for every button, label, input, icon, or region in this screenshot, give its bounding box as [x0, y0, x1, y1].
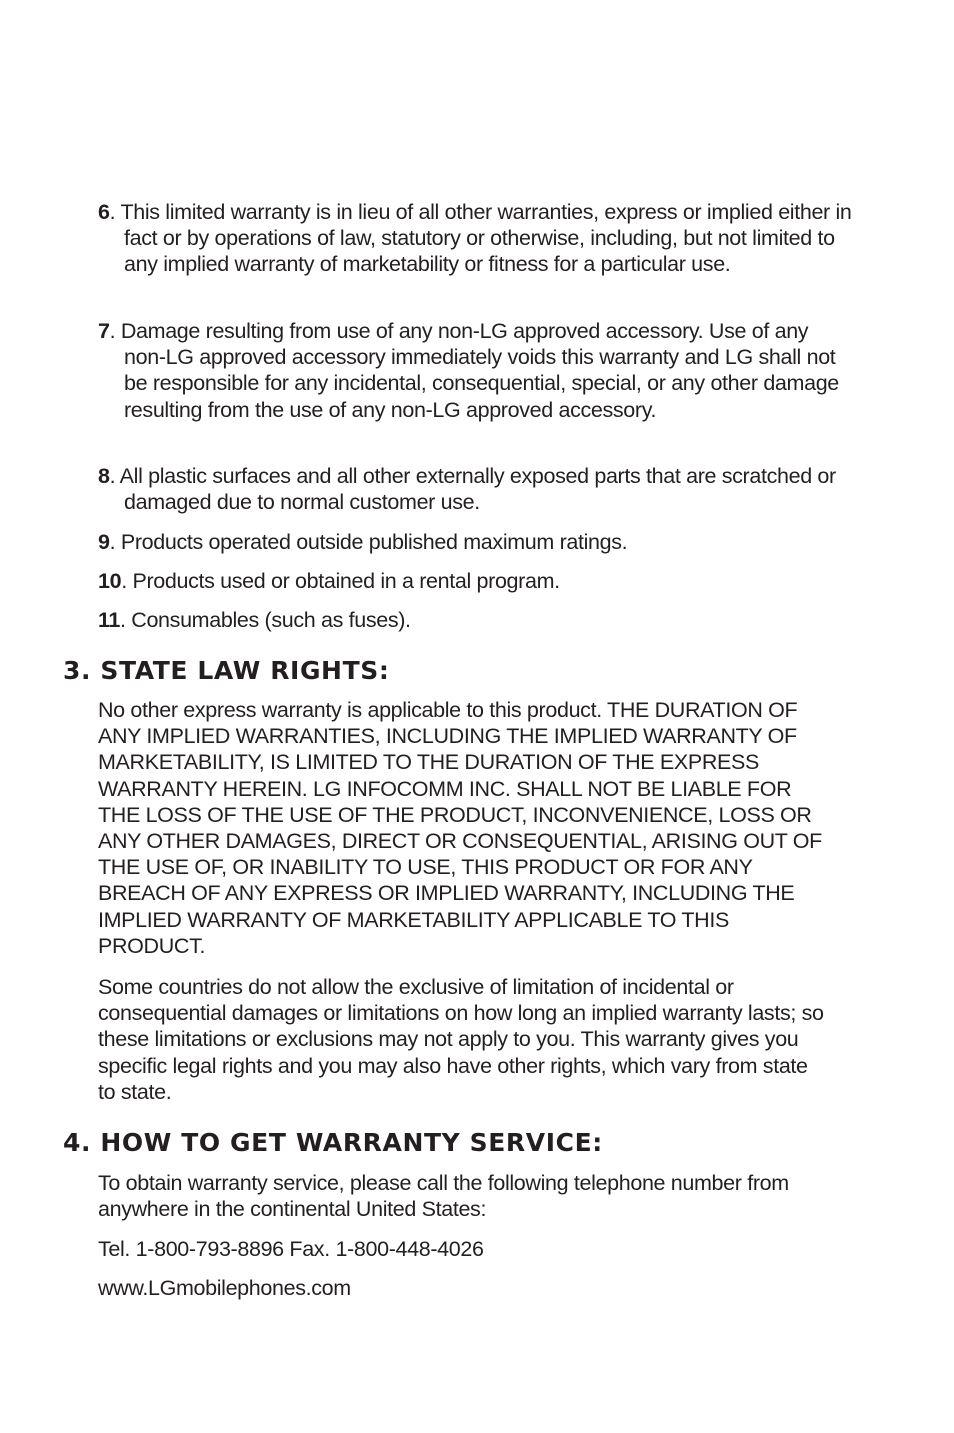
list-item-9: [98, 529, 854, 555]
state-law-paragraph: No other express warranty is applicable to this product. THE DURATION OF ANY IMPLIED WARRANTIES, INCLUDING THE IMPLIED WARRANTY OF MARKETABILITY, IS LIMITED TO THE DURATION OF THE EXPRESS WARRANTY HEREIN. LG INFOCOMM INC. SHALL NOT BE LIABLE FOR THE LOSS OF THE USE OF THE PRODUCT, INCONVENIENCE, LOSS OR ANY OTHER DAMAGES, DIRECT OR CONSEQUENTIAL, ARISING OUT OF THE USE OF, OR INABILITY TO USE, THIS PRODUCT OR FOR ANY BREACH OF ANY EXPRESS OR IMPLIED WARRANTY, INCLUDING THE IMPLIED WARRANTY OF MARKETABILITY APPLICABLE TO THIS PRODUCT.: [98, 698, 822, 958]
item-number: 10: [98, 569, 122, 593]
item-text: . This limited warranty is in lieu of all other warranties, express or implied either in fact or by operations of law, statutory or otherwise, including, but not limited to any implied warranty of marketability or fitness for a particular use.: [109, 200, 852, 277]
phone-fax-line: Tel. 1-800-793-8896 Fax. 1-800-448-4026: [98, 1237, 484, 1261]
list-item-7: [98, 318, 854, 423]
state-law-paragraph-2: Some countries do not allow the exclusive of limitation of incidental or consequential damages or limitations on how long an implied warranty lasts; so these limitations or exclusions may not apply to you. This warranty gives you specific legal rights and you may also have other rights, which vary from state to state.: [98, 975, 824, 1104]
item-number: 6: [98, 200, 110, 224]
item-number: 7: [98, 319, 110, 343]
item-text: . Damage resulting from use of any non-LG approved accessory. Use of any non-LG approved accessory immediately voids this warranty and LG shall not be responsible for any incidental, consequential, special, or any other damage resulting from the use of any non-LG approved accessory.: [109, 319, 839, 422]
item-number: 8: [98, 464, 110, 488]
item-text: . All plastic surfaces and all other externally exposed parts that are scratched or damaged due to normal customer use.: [109, 464, 836, 515]
website-url: www.LGmobilephones.com: [98, 1276, 351, 1300]
list-item-11: [98, 607, 854, 633]
section-heading-state-law: 3. STATE LAW RIGHTS:: [63, 656, 390, 685]
warranty-service-paragraph: To obtain warranty service, please call the following telephone number from anywhere in the continental United States:: [98, 1171, 789, 1222]
item-text: . Consumables (such as fuses).: [120, 608, 411, 632]
section-heading-warranty-service: 4. HOW TO GET WARRANTY SERVICE:: [63, 1128, 603, 1157]
item-text: . Products used or obtained in a rental program.: [121, 569, 560, 593]
item-number: 9: [98, 530, 110, 554]
list-item-6: [98, 199, 854, 278]
item-number: 11: [98, 608, 121, 632]
list-item-8: [98, 463, 854, 515]
item-text: . Products operated outside published maximum ratings.: [109, 530, 628, 554]
list-item-10: [98, 568, 854, 594]
